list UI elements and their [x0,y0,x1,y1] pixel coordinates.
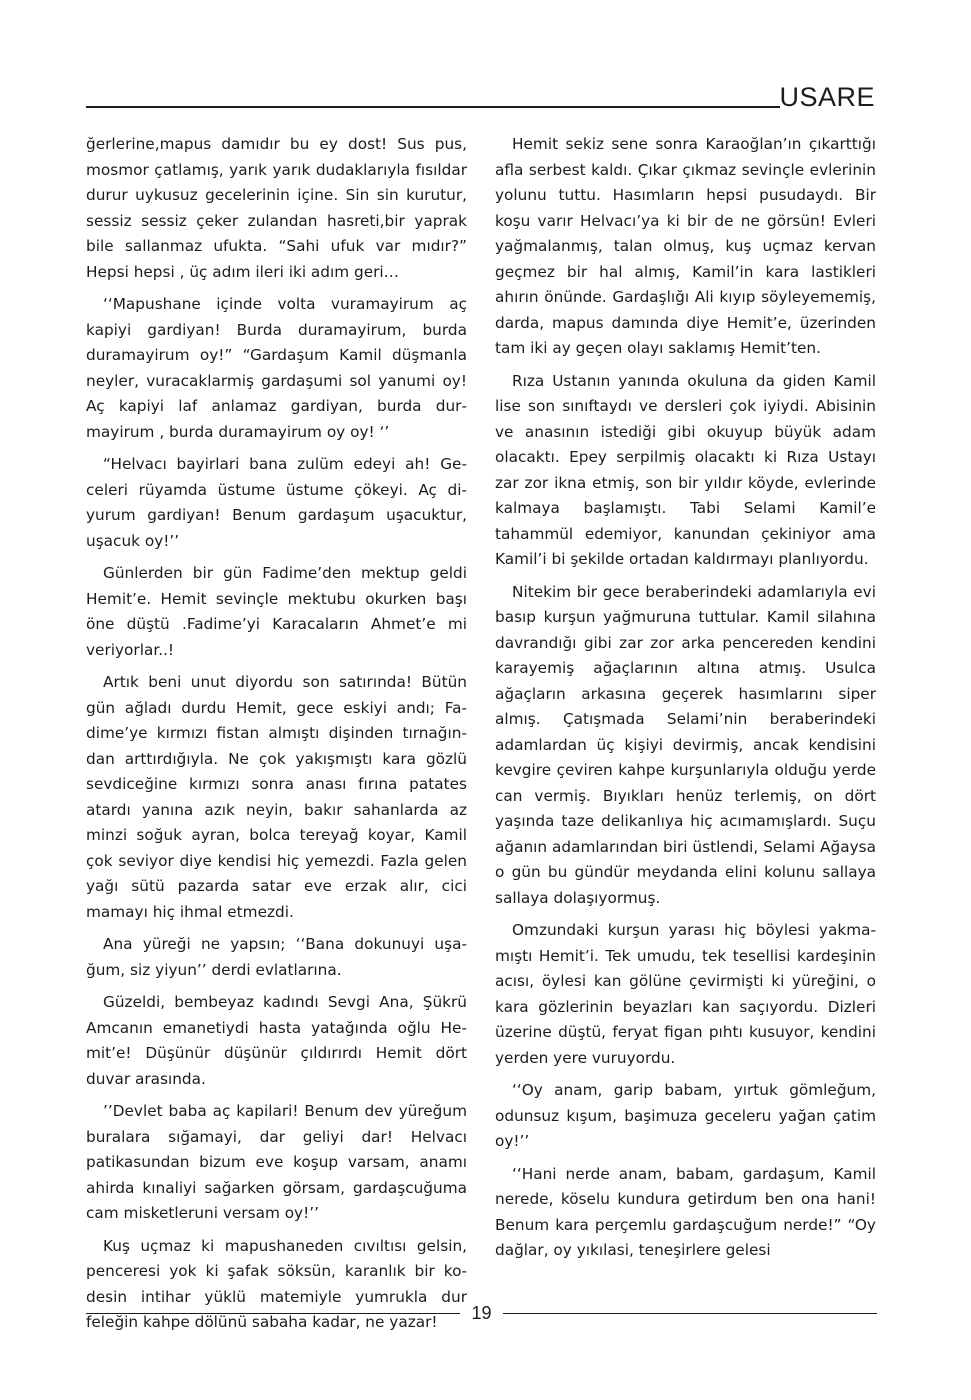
paragraph: “Helvacı bayirlari bana zulüm edeyi ah! Geceleri rüyamda üstume üstume çökeyi. Aç diyurum gardiyan! Benum gardaşum uşacuktur, uşacuk oy!’’ [86,455,467,550]
paragraph: ‘‘Mapushane içinde volta vuramayirum aç kapiyi gardiyan! Burda duramayirum, burda duramayirum oy!” “Gardaşum Kamil düşmanla neyler, vuracaklarmiş gardaşumi sol yanumi oy! Aç kapiyi laf anlamaz gardiyan, burda durmayirum , burda duramayirum oy oy! ‘’ [86,295,467,441]
paragraph: Günlerden bir gün Fadime’den mektup geldi Hemit’e. Hemit sevinçle mektubu okurken başı öne düştü .Fadime’yi Karacaların Ahmet’e mi veriyorlar..! [86,564,467,659]
paragraph: ‘‘Hani nerde anam, babam, gardaşum, Kamil nerede, köselu kundura getirdum ben ona hani! Benum kara perçemlu gardaşcuğum nerde!” “Oy dağlar, oy yıkılasi, teneşirlere gelesi [495,1164,876,1259]
paragraph: Ana yüreği ne yapsın; ‘‘Bana dokunuyi uşağum, siz yiyun’’ derdi evlatlarına. [86,935,467,979]
header-rule [86,106,780,108]
paragraph: ğerlerine,mapus damıdır bu ey dost! Sus pus, mosmor çatlamış, yarık yarık dudaklarıyla fısıldar durur uykusuz gecelerinin içine. Sin sin kurutur, sessiz sessiz çeker zulandan hasreti,bir yaprak bile sallanmaz ufukta. “Sahi ufuk var mıdır?” Hepsi hepsi , üç adım ileri iki adım geri… [86,135,467,281]
paragraph: Omzundaki kurşun yarası hiç böylesi yakmamıştı Hemit’i. Tek umudu, tek tesellisi kardeşinin acısı, öylesi kan gölüne çevirmişti ki yüreğini, o kara gözlerinin beyazları kan saçıyordu. Dizleri üzerine düştü, feryat figan pıhtı kusuyor, kendini yerden yere vuruyordu. [495,921,876,1067]
paragraph: Rıza Ustanın yanında okuluna da giden Kamil lise son sınıftaydı ve dersleri çok iyiydi. Abisinin ve anasının istediği gibi okuyup büyük adam olacaktı. Epey serpilmiş olacaktı ki Rıza Ustayı zar zor ikna etmiş, son bir yıldır köyde, evlerinde kalmaya başlamıştı. Tabi Selami Kamil’e tahammül edemiyor, kanundan çekiniyor ama Kamil’i bi şekilde ortadan kaldırmayı planlıyordu. [495,371,876,568]
footer-rule-left [86,1313,460,1314]
paragraph: ’’Devlet baba aç kapilari! Benum dev yüreğum buralara sığamayi, dar geliyi dar! Helvacı patikasundan bizum eve koşup varsam, anamı ahirda kınaliyi sağarken görsam, gardaşcuğuma cam misketleruni versam oy!’’ [86,1102,467,1222]
paragraph: Güzeldi, bembeyaz kadındı Sevgi Ana, Şükrü Amcanın emanetiydi hasta yatağında oğlu Hemit’e! Düşünür düşünür çıldırırdı Hemit dört duvar arasında. [86,993,467,1088]
paragraph: Nitekim bir gece beraberindeki adamlarıyla evi basıp kurşun yağmuruna tuttular. Kamil silahına davrandığı gibi zar zor arka pencereden kendini karayemiş ağaçlarının altına atmış. Usulca ağaçların arkasına geçerek hasımlarını siper almış. Çatışmada Selami’nin beraberindeki adamlardan üç kişiyi devirmiş, ancak kendisini kevgire çeviren kahpe kurşunlarıyla olduğu yerde can vermiş. Bıyıkları henüz terlemiş, on dört yaşında taze delikanlıya hiç acımamışlardı. Suçu ağanın adamlarından biri üstlendi, Selami Ağaysa o gün bu gündür meydanda elini kolunu sallaya sallaya dolaşıyormuş. [495,582,876,907]
right-column [495,132,876,1271]
footer-rule-right [503,1313,877,1314]
paragraph: ‘‘Oy anam, garip babam, yırtuk gömleğum, odunsuz kışum, başimuza geceleru yağan çatim oy!’’ [495,1081,876,1150]
page-number: 19 [471,1303,492,1323]
left-column [86,132,467,1343]
paragraph: Hemit sekiz sene sonra Karaoğlan’ın çıkarttığı afla serbest kaldı. Çıkar çıkmaz sevinçle evlerinin yolunu tuttu. Hasımların hepsi pusudaydı. Bir koşu varır Helvacı’ya ki bir de ne görsün! Evleri yağmalanmış, talan olmuş, kuş uçmaz kervan geçmez bir hal almış, Kamil’in kara lastikleri ahırın önünde. Gardaşlığı Ali kıyıp söyleyememiş, darda, mapus damında diye Hemit’e, üzerinden tam iki ay geçen olayı saklamış Hemit’ten. [495,135,876,357]
paragraph: Artık beni unut diyordu son satırında! Bütün gün ağladı durdu Hemit, gece eskiyi andı; Fadime’ye kırmızı fistan almıştı dişinden tırnağından arttırdığıyla. Ne çok yakışmıştı kara gözlü sevdiceğine kırmızı sonra anası fırına patates atardı yanına azık neyin, bakır sahanlarda az minzi soğuk ayran, bolca tereyağ koyar, Kamil çok seviyor diye kendisi hiç yemezdi. Fazla gelen yağı sütü pazarda satar eve erzak alır, cici mamayı hiç ihmal etmezdi. [86,673,467,921]
paragraph: Kuş uçmaz ki mapushaneden cıvıltısı gelsin, penceresi yok ki şafak söksün, karanlık bir kodesin intihar yüklü matemiyle yumrukla dur feleğin kahpe dölünü sabaha kadar, ne yazar! [86,1236,467,1331]
journal-title: USARE [779,82,875,112]
